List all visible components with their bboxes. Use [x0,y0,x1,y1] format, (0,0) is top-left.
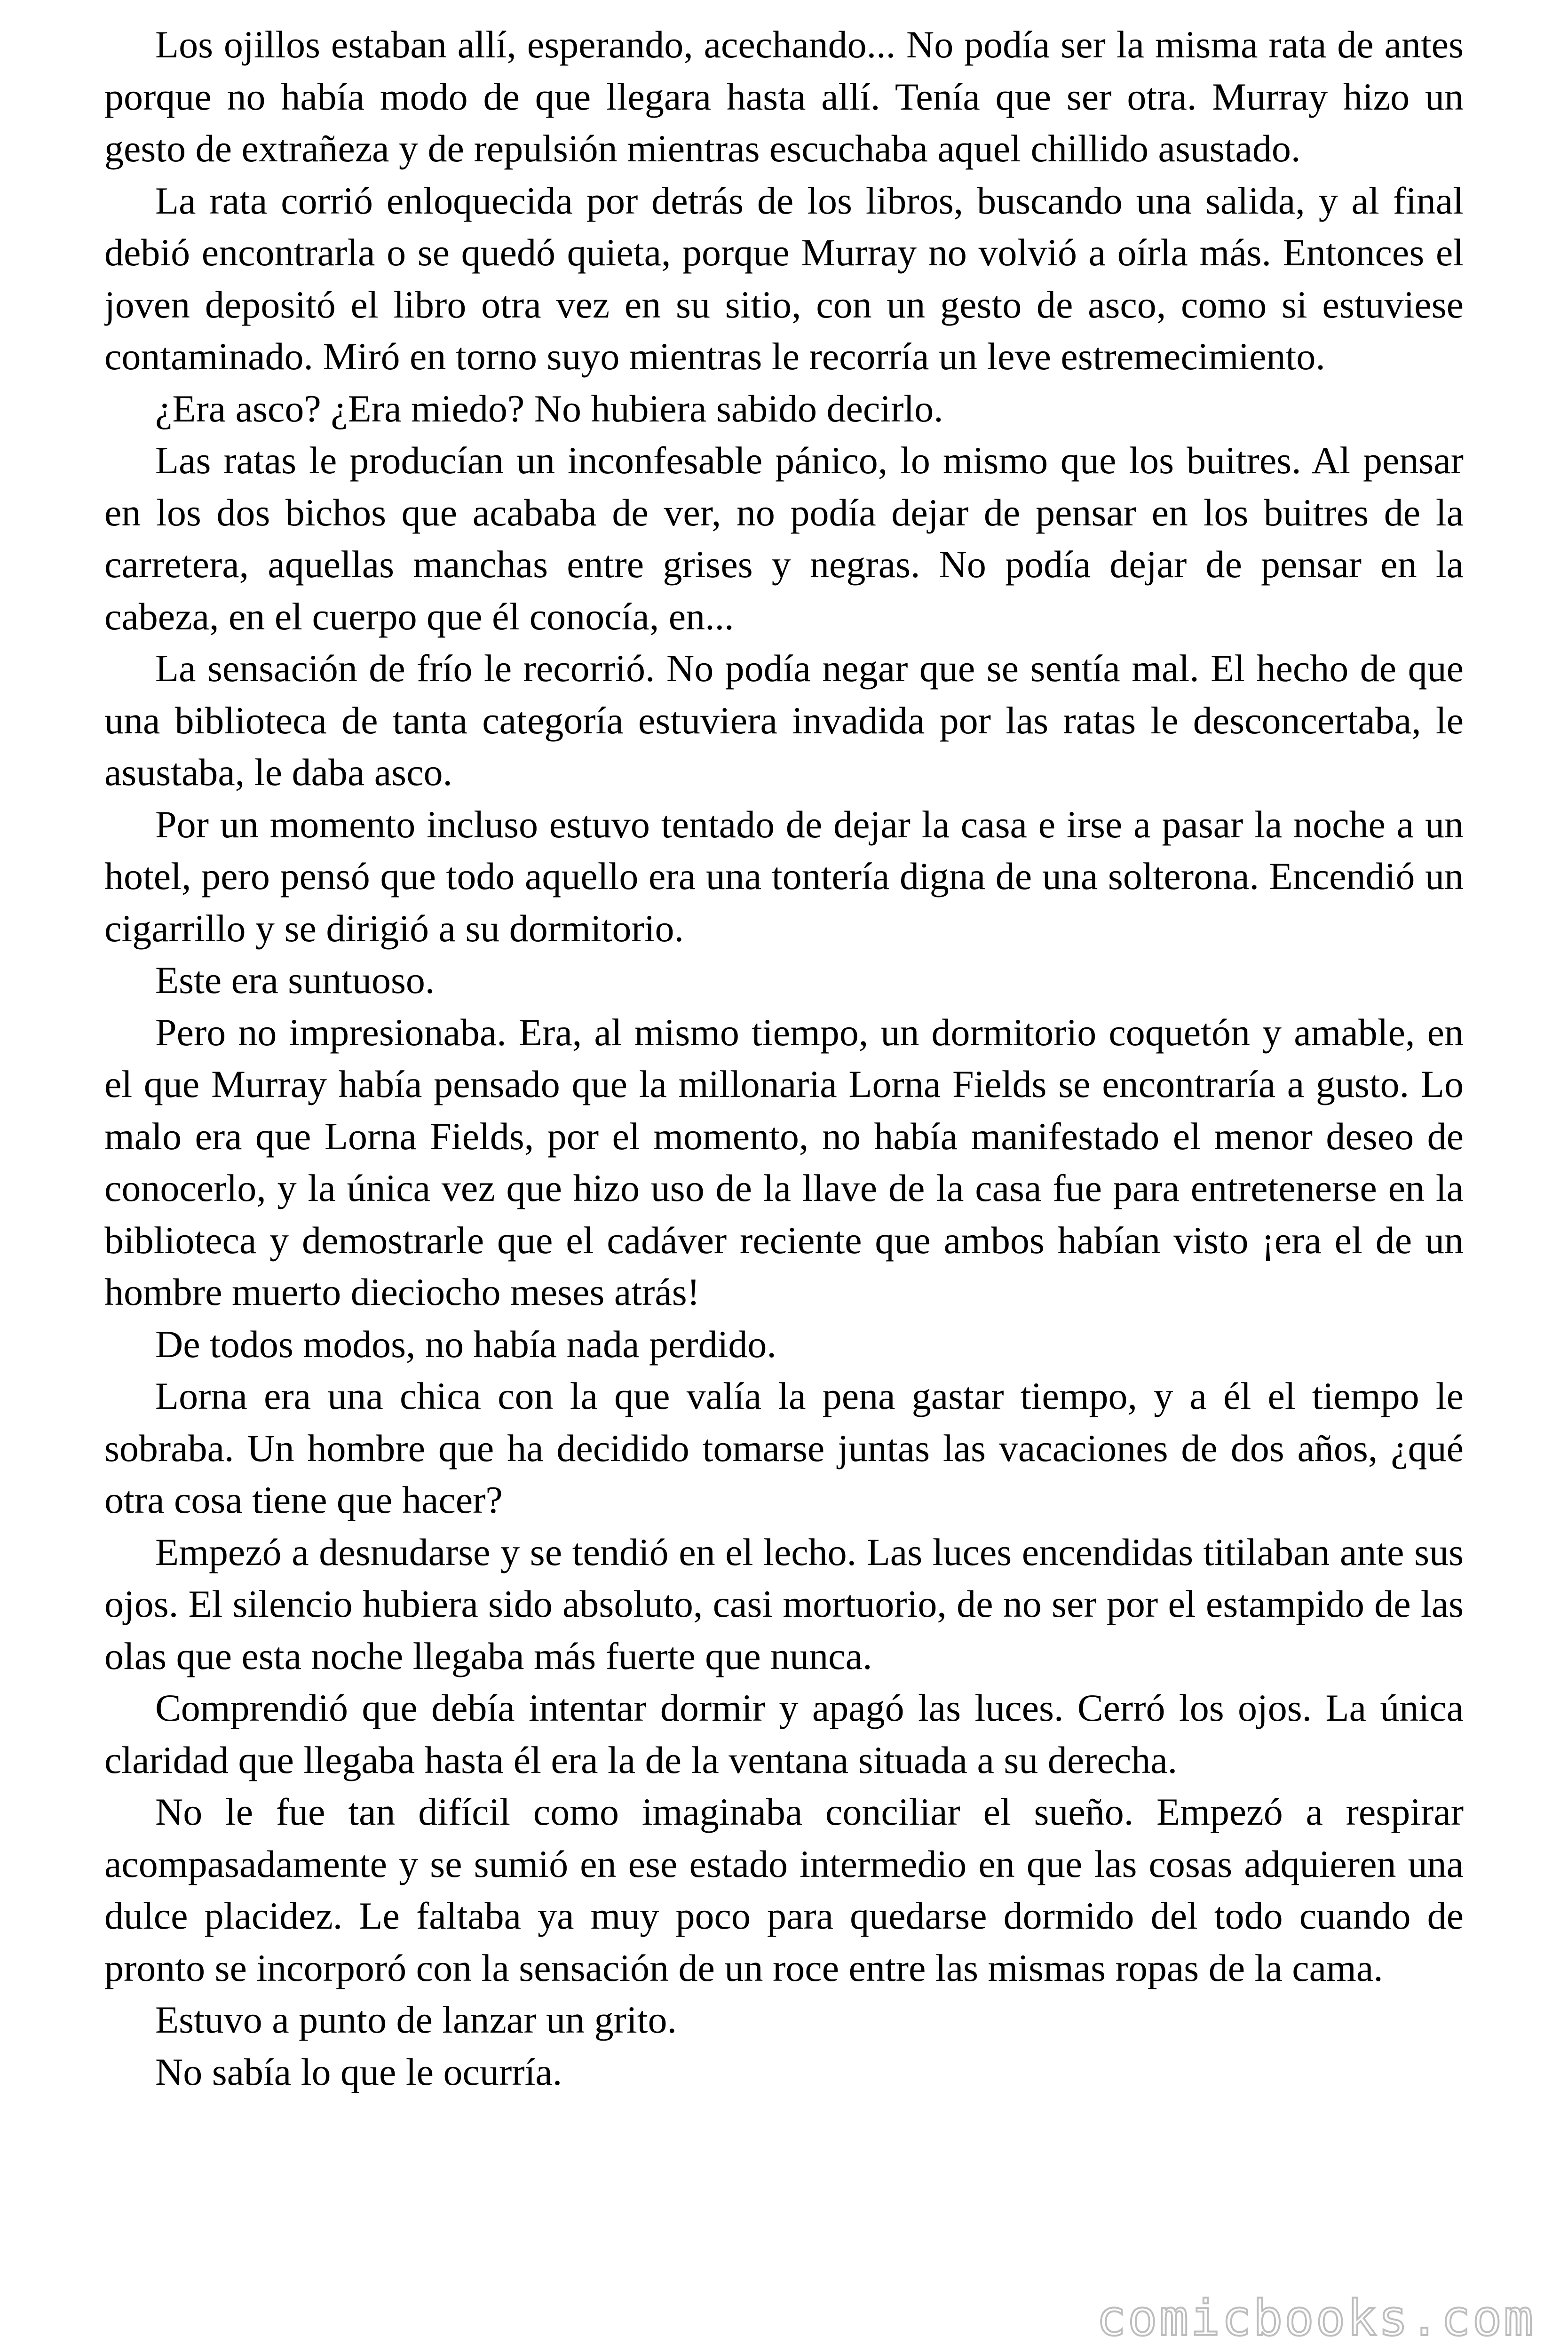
paragraph-5: La sensación de frío le recorrió. No podía negar que se sentía mal. El hecho de que una biblioteca de tanta categoría estuviera invadida por las ratas le desconcertaba, le asustaba, le daba asco. [104,647,1464,794]
book-page [104,19,1464,2296]
watermark: comicbooks.com [1096,2289,1535,2347]
paragraph-13: No le fue tan difícil como imaginaba conciliar el sueño. Empezó a respirar acompasadamente y se sumió en ese estado intermedio en que las cosas adquieren una dulce placidez. Le faltaba ya muy poco para quedarse dormido del todo cuando de pronto se incorporó con la sensación de un roce entre las mismas ropas de la cama. [104,1790,1464,1989]
paragraph-6: Por un momento incluso estuvo tentado de dejar la casa e irse a pasar la noche a un hotel, pero pensó que todo aquello era una tontería digna de una solterona. Encendió un cigarrillo y se dirigió a su dormitorio. [104,803,1464,950]
paragraph-7: Este era suntuoso. [155,959,435,1001]
paragraph-3: ¿Era asco? ¿Era miedo? No hubiera sabido decirlo. [155,387,943,430]
paragraph-4: Las ratas le producían un inconfesable pánico, lo mismo que los buitres. Al pensar en los dos bichos que acababa de ver, no podía dejar de pensar en los buitres de la carretera, aquellas manchas entre grises y negras. No podía dejar de pensar en la cabeza, en el cuerpo que él conocía, en... [104,439,1464,638]
paragraph-12: Comprendió que debía intentar dormir y apagó las luces. Cerró los ojos. La única claridad que llegaba hasta él era la de la ventana situada a su derecha. [104,1686,1464,1781]
paragraph-2: La rata corrió enloquecida por detrás de los libros, buscando una salida, y al final debió encontrarla o se quedó quieta, porque Murray no volvió a oírla más. Entonces el joven depositó el libro otra vez en su sitio, con un gesto de asco, como si estuviese contaminado. Miró en torno suyo mientras le recorría un leve estremecimiento. [104,179,1464,378]
paragraph-10: Lorna era una chica con la que valía la pena gastar tiempo, y a él el tiempo le sobraba. Un hombre que ha decidido tomarse juntas las vacaciones de dos años, ¿qué otra cosa tiene que hacer? [104,1375,1464,1521]
paragraph-1: Los ojillos estaban allí, esperando, acechando... No podía ser la misma rata de antes porque no había modo de que llegara hasta allí. Tenía que ser otra. Murray hizo un gesto de extrañeza y de repulsión mientras escuchaba aquel chillido asustado. [104,23,1464,170]
paragraph-9: De todos modos, no había nada perdido. [155,1322,776,1366]
paragraph-11: Empezó a desnudarse y se tendió en el lecho. Las luces encendidas titilaban ante sus ojos. El silencio hubiera sido absoluto, casi mortuorio, de no ser por el estampido de las olas que esta noche llegaba más fuerte que nunca. [104,1530,1464,1677]
paragraph-14: Estuvo a punto de lanzar un grito. [155,1998,677,2041]
paragraph-8: Pero no impresionaba. Era, al mismo tiempo, un dormitorio coquetón y amable, en el que Murray había pensado que la millonaria Lorna Fields se encontraría a gusto. Lo malo era que Lorna Fields, por el momento, no había manifestado el menor deseo de conocerlo, y la única vez que hizo uso de la llave de la casa fue para entretenerse en la biblioteca y demostrarle que el cadáver reciente que ambos habían visto ¡era el de un hombre muerto dieciocho meses atrás! [104,1010,1464,1313]
paragraph-15: No sabía lo que le ocurría. [155,2050,562,2093]
